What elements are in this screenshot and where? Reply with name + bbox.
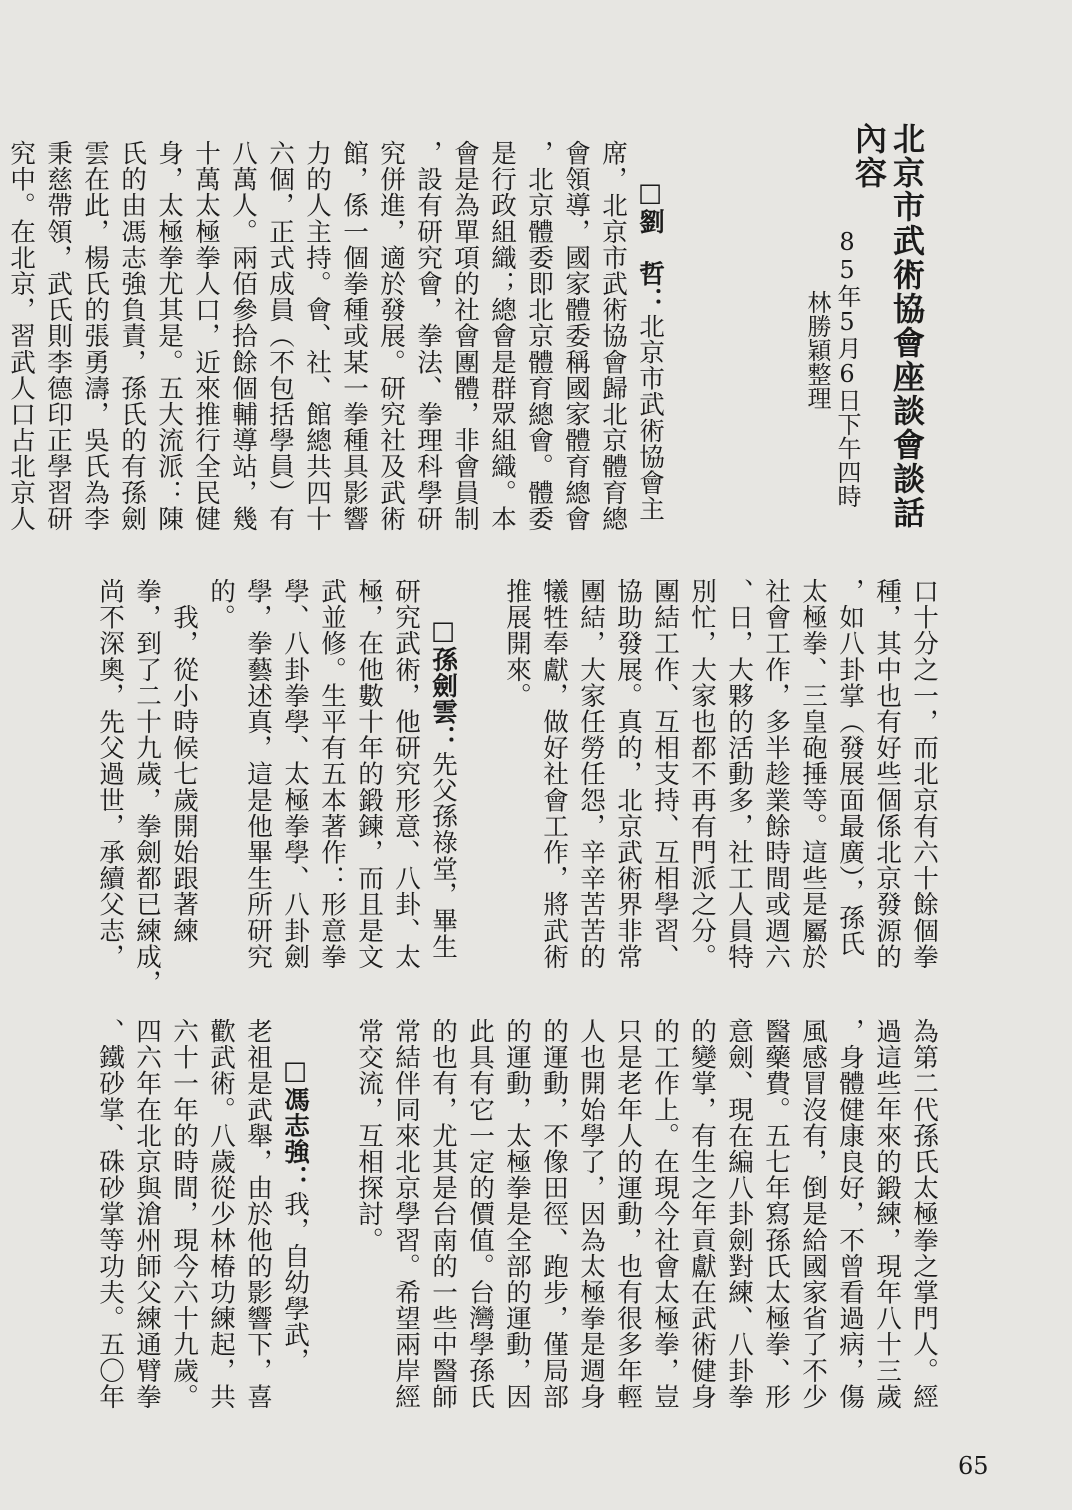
- text-line: ，設有研究會，拳法、拳理科學研: [413, 140, 443, 532]
- text-line: 為第二代孫氏太極拳之掌門人。經: [909, 1018, 939, 1410]
- text-line: 四六年在北京與滄州師父練通臂拳: [132, 1018, 162, 1410]
- text-line: 意劍、現在編八卦劍對練、八卦拳: [724, 1018, 754, 1410]
- text-line: 研究武術，他研究形意、八卦、太: [391, 578, 421, 970]
- text-line: 力的人主持。會、社、館總共四十: [302, 140, 332, 532]
- text-line: 學，拳藝述真，這是他畢生所研究: [243, 578, 273, 970]
- editor-credit: 林勝穎整理: [803, 290, 831, 410]
- text-line: 身，太極拳尤其是。五大流派：陳: [154, 140, 184, 532]
- text-line: 的運動，不像田徑、跑步，僅局部: [539, 1018, 569, 1410]
- text-line: 我，從小時候七歲開始跟著練: [169, 578, 199, 944]
- text-line: 的運動，太極拳是全部的運動，因: [502, 1018, 532, 1410]
- title-line-2: 內容: [850, 122, 888, 190]
- title-line-1: 北京市武術協會座談會談話: [888, 122, 926, 530]
- text-line: 究中。在北京，習武人口占北京人: [6, 140, 36, 532]
- upper-section: [6, 140, 668, 545]
- text-line: 是行政組織；總會是群眾組織。本: [487, 140, 517, 532]
- text-line: 協助發展。真的，北京武術界非常: [613, 578, 643, 970]
- text-line: 常交流，互相探討。: [354, 1018, 384, 1253]
- text-line: 館，係一個拳種或某一拳種具影響: [339, 140, 369, 532]
- text-line: 會領導，國家體委稱國家體育總會: [561, 140, 591, 532]
- text-line: 武並修。生平有五本著作：形意拳: [317, 578, 347, 970]
- text-line: 會是為單項的社會團體，非會員制: [450, 140, 480, 532]
- speaker-feng-zhiqiang: □馮志強：: [280, 1056, 310, 1191]
- blank-line: [461, 578, 498, 983]
- text-line: 醫藥費。五七年寫孫氏太極拳、形: [761, 1018, 791, 1410]
- text-line: ，身體健康良好，不曾看過病，傷: [835, 1018, 865, 1410]
- meeting-date: 85年5月6日下午四時: [833, 228, 861, 508]
- page-number: 65: [958, 1452, 989, 1480]
- text-line: 口十分之一，而北京有六十餘個拳: [909, 578, 939, 970]
- text-line: 別忙，大家也都不再有門派之分。: [687, 578, 717, 970]
- middle-section: [72, 578, 942, 996]
- text-line: ，如八卦掌（發展面最廣），孫氏: [835, 578, 865, 957]
- text-line: 尚不深奧，先父過世，承續父志，: [95, 578, 125, 970]
- text-line: 歡武術。八歲從少林椿功練起，共: [206, 1018, 236, 1410]
- text-line: 極，在他數十年的鍛鍊，而且是文: [354, 578, 384, 970]
- text-line: 的。: [206, 578, 236, 631]
- feng-zhiqiang-opening-line: □馮志強：我，自幼學武，: [280, 1056, 310, 1374]
- text-line: 推展開來。: [502, 578, 532, 709]
- text-line: 常結伴同來北京學習。希望兩岸經: [391, 1018, 421, 1410]
- text-line: 太極拳、三皇砲捶等。這些是屬於: [798, 578, 828, 970]
- text-line: 種，其中也有好些個係北京發源的: [872, 578, 902, 970]
- speaker-sun-jianyun: □孫劍雲：: [428, 616, 458, 751]
- article-meta: [782, 228, 862, 528]
- text-line: 的也有，尤其是台南的一些中醫師: [428, 1018, 458, 1410]
- text-line: 六十一年的時間，現今六十九歲。: [169, 1018, 199, 1410]
- text-line: 的工作上。在現今社會太極拳，豈: [650, 1018, 680, 1410]
- text-line: 團結工作、互相支持、互相學習、: [650, 578, 680, 970]
- text-line: 過這些年來的鍛練，現年八十三歲: [872, 1018, 902, 1410]
- text-line: 拳，到了二十九歲，拳劍都已練成，: [132, 578, 162, 996]
- text-line: 六個，正式成員（不包括學員）有: [265, 140, 295, 532]
- speaker-liu-zhe: □劉 哲：: [635, 178, 665, 313]
- lower-section: [72, 1018, 942, 1423]
- text-line: 究併進，適於發展。研究社及武術: [376, 140, 406, 532]
- text-line: 八萬人。兩佰參拾餘個輔導站，幾: [228, 140, 258, 532]
- text-line: 秉慈帶領，武氏則李德印正學習研: [43, 140, 73, 532]
- text-line: 犧牲奉獻，做好社會工作，將武術: [539, 578, 569, 970]
- text-line: 雲在此，楊氏的張勇濤，吳氏為李: [80, 140, 110, 532]
- text-line: 氏的由馮志強負責，孫氏的有孫劍: [117, 140, 147, 532]
- text-line: 席，北京市武術協會歸北京體育總: [598, 140, 628, 532]
- text-line: 、鐵砂掌、硃砂掌等功夫。五〇年: [95, 1018, 125, 1410]
- text-line: 的變掌，有生之年貢獻在武術健身: [687, 1018, 717, 1410]
- text-line: ，北京體委即北京體育總會。體委: [524, 140, 554, 532]
- text-line: 此具有它一定的價值。台灣學孫氏: [465, 1018, 495, 1410]
- text-line: 社會工作，多半趁業餘時間或週六: [761, 578, 791, 970]
- text-line: 學、八卦拳學、太極拳學、八卦劍: [280, 578, 310, 970]
- text-line: 團結，大家任勞任怨，辛辛苦苦的: [576, 578, 606, 970]
- text-line: 風感冒沒有，倒是給國家省了不少: [798, 1018, 828, 1410]
- text-line: 人也開始學了，因為太極拳是週身: [576, 1018, 606, 1410]
- text-line: 只是老年人的運動，也有很多年輕: [613, 1018, 643, 1410]
- text-line: 老祖是武舉，由於他的影響下，喜: [243, 1018, 273, 1410]
- text-line: 、日，大夥的活動多，社工人員特: [724, 578, 754, 970]
- blank-line: [313, 1018, 350, 1423]
- sun-jianyun-opening-line: □孫劍雲：先父孫祿堂，畢生: [428, 616, 458, 960]
- liu-zhe-opening-line: □劉 哲：北京市武術協會主: [635, 178, 665, 522]
- text-line: 十萬太極拳人口，近來推行全民健: [191, 140, 221, 532]
